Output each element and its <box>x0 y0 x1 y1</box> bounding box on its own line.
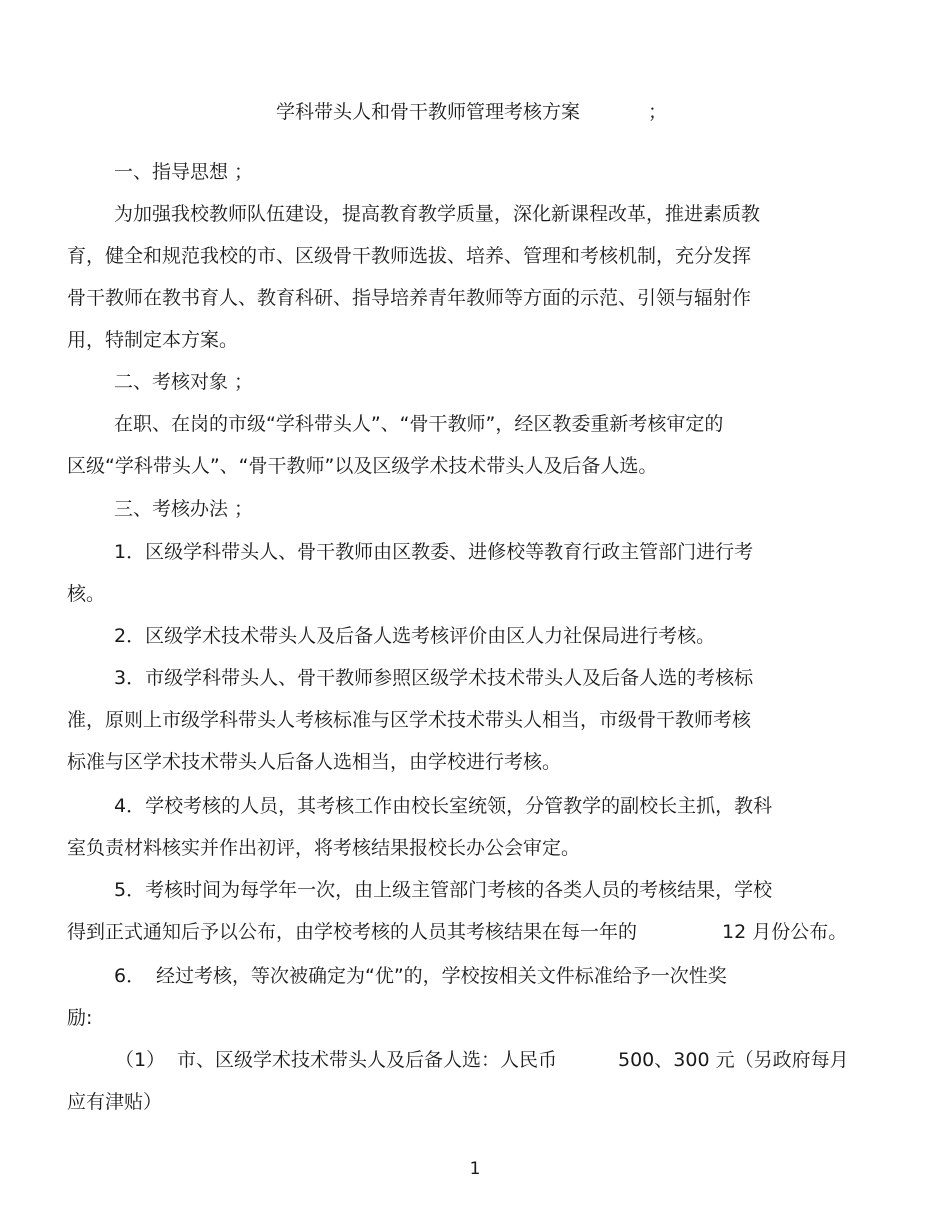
paragraph-line: 市、区级学术技术带头人及后备人选：人民币 <box>177 1049 558 1071</box>
paragraph-line: 区级“学科带头人”、“骨干教师”以及区级学术技术带头人及后备人选。 <box>67 455 658 477</box>
section-heading-1: 一、指导思想 ； <box>114 161 254 183</box>
section-heading-2: 二、考核对象 ； <box>114 371 254 393</box>
paragraph-line: 在职、在岗的市级“学科带头人”、“骨干教师”，经区教委重新考核审定的 <box>114 413 724 435</box>
paragraph-line: 标准与区学术技术带头人后备人选相当，由学校进行考核。 <box>67 751 562 773</box>
title-mark: ； <box>648 101 668 123</box>
paragraph-line: 4．学校考核的人员，其考核工作由校长室统领，分管教学的副校长主抓，教科 <box>114 795 773 817</box>
paragraph-line: 室负责材料核实并作出初评，将考核结果报校长办公会审定。 <box>67 837 581 859</box>
list-number: （1） <box>115 1049 166 1071</box>
list-number: 6． <box>114 965 146 987</box>
paragraph-line: 用，特制定本方案。 <box>67 329 239 351</box>
paragraph-line: 育，健全和规范我校的市、区级骨干教师选拔、培养、管理和考核机制，充分发挥 <box>67 245 752 267</box>
paragraph-line: 骨干教师在教书育人、教育科研、指导培养青年教师等方面的示范、引领与辐射作 <box>67 287 752 309</box>
paragraph-line: 5．考核时间为每学年一次，由上级主管部门考核的各类人员的考核结果，学校 <box>114 879 773 901</box>
paragraph-line: 得到正式通知后予以公布，由学校考核的人员其考核结果在每一年的 <box>67 921 638 943</box>
document-title: 学科带头人和骨干教师管理考核方案 <box>276 101 581 123</box>
paragraph-line: 准，原则上市级学科带头人考核标准与区学术技术带头人相当，市级骨干教师考核 <box>67 709 752 731</box>
paragraph-line: 3．市级学科带头人、骨干教师参照区级学术技术带头人及后备人选的考核标 <box>114 667 754 689</box>
paragraph-line: 核。 <box>67 583 106 605</box>
paragraph-line: 1．区级学科带头人、骨干教师由区教委、进修校等教育行政主管部门进行考 <box>114 541 754 563</box>
paragraph-line: 经过考核，等次被确定为“优”的，学校按相关文件标准给予一次性奖 <box>156 965 727 987</box>
paragraph-line: 500、300 元（另政府每月 <box>618 1049 849 1071</box>
paragraph-line: 为加强我校教师队伍建设，提高教育教学质量，深化新课程改革，推进素质教 <box>114 203 761 225</box>
paragraph-line: 2．区级学术技术带头人及后备人选考核评价由区人力社保局进行考核。 <box>114 625 716 647</box>
page-number: 1 <box>469 1159 481 1179</box>
paragraph-line: 应有津贴） <box>67 1091 163 1113</box>
section-heading-3: 三、考核办法 ； <box>114 498 254 520</box>
paragraph-line: 励: <box>67 1007 93 1029</box>
paragraph-line: 12 月份公布。 <box>722 921 848 943</box>
